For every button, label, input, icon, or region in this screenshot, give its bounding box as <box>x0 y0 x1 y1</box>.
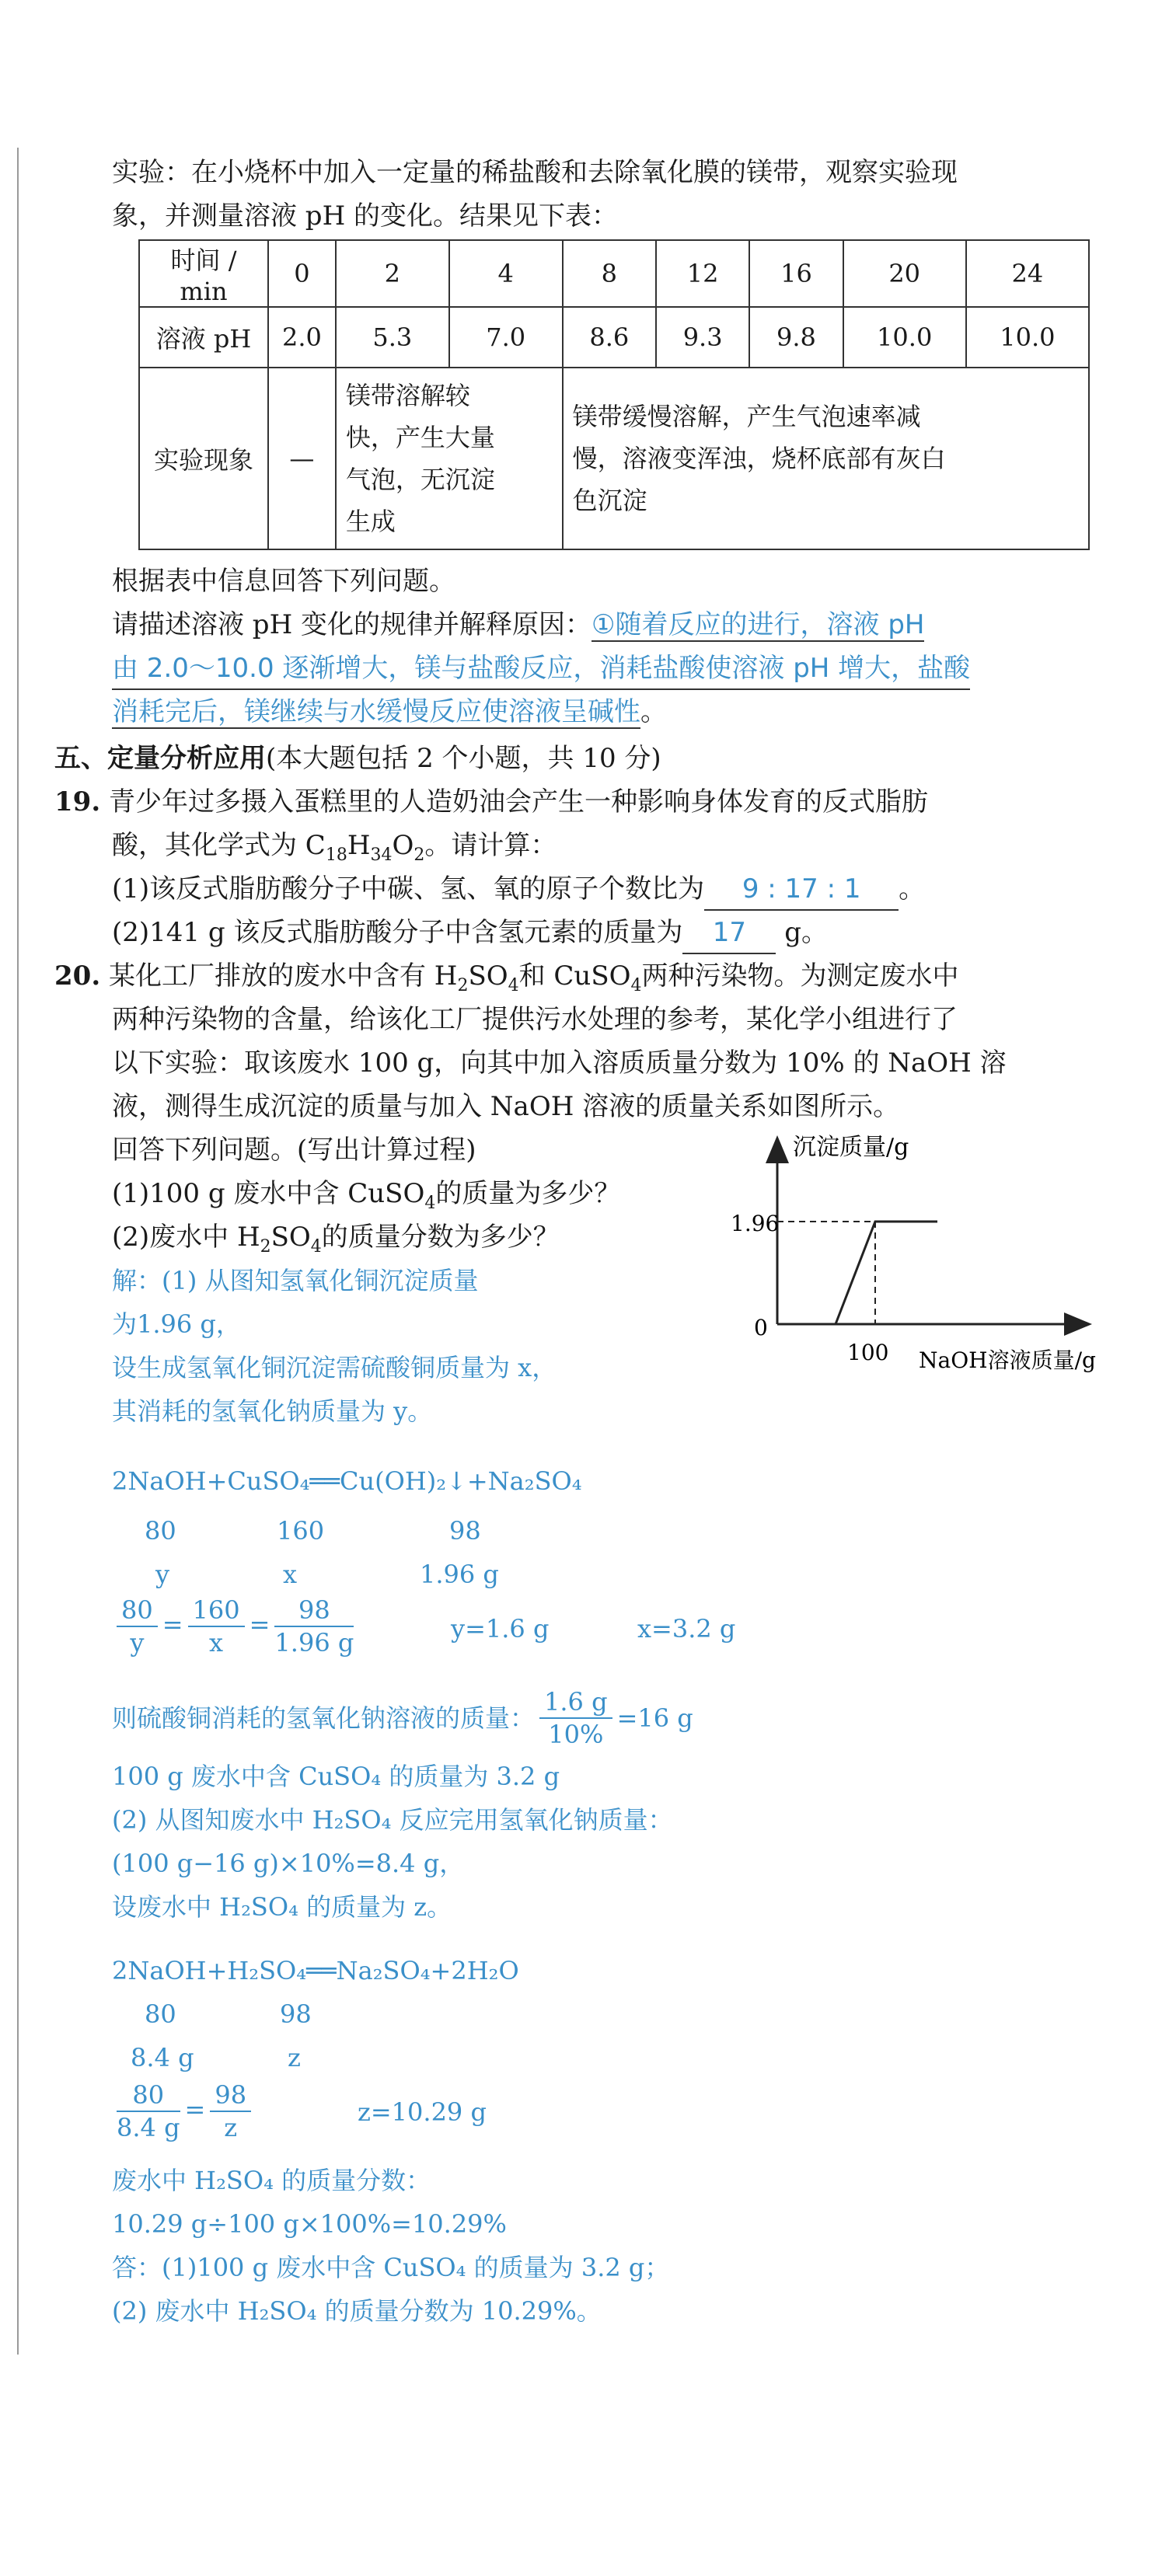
subscript: 4 <box>310 1236 322 1257</box>
phenomenon-line: 色沉淀 <box>572 486 647 515</box>
numerator: 80 <box>117 1595 158 1627</box>
result-z: z=10.29 g <box>358 2097 487 2127</box>
x-tick-label: 100 <box>847 1340 889 1365</box>
part-end: g。 <box>784 917 829 948</box>
ph-cell: 8.6 <box>563 307 656 368</box>
phenomenon-line: 慢，溶液变浑浊，烧杯底部有灰白 <box>572 444 946 473</box>
phenomenon-cell-2 <box>336 368 563 549</box>
table-row-phenomenon <box>139 368 1089 549</box>
margin-rule <box>17 148 19 2355</box>
precipitate-graph <box>731 1127 1135 1375</box>
phenomenon-cell-0: — <box>268 368 336 549</box>
ph-cell: 7.0 <box>449 307 563 368</box>
phenomenon-line: 镁带溶解较 <box>345 381 470 410</box>
denominator: 8.4 g <box>117 2113 180 2142</box>
q20-line-5: 回答下列问题。(写出计算过程) <box>112 1135 476 1166</box>
proportion-2: $\frac{80}{8.4 g}$ = $\frac{98}{z}$ <box>112 2079 256 2143</box>
answer-mass: 17 <box>682 912 776 954</box>
variable: x <box>283 1560 298 1589</box>
question-prompt <box>112 605 924 645</box>
q19-part-2 <box>112 912 828 954</box>
part-end: 。 <box>899 873 926 905</box>
time-label-cell: 时间 / min <box>139 240 268 307</box>
molar-mass: 98 <box>449 1516 481 1546</box>
final-answer-2: (2) 废水中 H₂SO₄ 的质量分数为 10.29%。 <box>112 2296 602 2326</box>
subscript: 2 <box>414 845 425 865</box>
solution-line-9: 设废水中 H₂SO₄ 的质量为 z。 <box>112 1892 452 1922</box>
q20-line-3: 以下实验：取该废水 100 g，向其中加入溶质质量分数为 10% 的 NaOH 溶 <box>112 1047 1007 1079</box>
ph-cell: 9.8 <box>749 307 843 368</box>
answer-line-3: 消耗完后，镁继续与水缓慢反应使溶液呈碱性 <box>112 696 640 727</box>
period: 。 <box>640 696 667 727</box>
solution-text: 则硫酸铜消耗的氢氧化钠溶液的质量： <box>112 1703 536 1733</box>
variable: 1.96 g <box>420 1560 499 1589</box>
molar-mass: 98 <box>280 1999 312 2029</box>
numerator: 160 <box>188 1595 245 1627</box>
q20-text: 某化工厂排放的废水中含有 H <box>108 960 458 992</box>
variable: 8.4 g <box>131 2043 194 2072</box>
formula-part: 酸，其化学式为 C <box>112 830 326 861</box>
ph-cell: 9.3 <box>656 307 749 368</box>
solution-line-5 <box>112 1686 693 1750</box>
answer-line-2: 由 2.0～10.0 逐渐增大，镁与盐酸反应，消耗盐酸使溶液 pH 增大，盐酸 <box>112 648 970 690</box>
solution-line-11: 10.29 g÷100 g×100%=10.29% <box>112 2209 507 2239</box>
numerator: 1.6 g <box>539 1686 612 1719</box>
ph-label-cell: 溶液 pH <box>139 307 268 368</box>
precipitate-curve <box>836 1222 937 1324</box>
time-cell: 20 <box>843 240 966 307</box>
phenomenon-line: 镁带缓慢溶解，产生气泡速率减 <box>572 402 921 431</box>
denominator: 10% <box>548 1720 604 1749</box>
phenomenon-label-cell: 实验现象 <box>139 368 268 549</box>
prompt-text: 请描述溶液 pH 变化的规律并解释原因： <box>112 609 592 640</box>
part-text: 的质量分数为多少？ <box>321 1222 560 1253</box>
result-y: y=1.6 g <box>451 1614 550 1644</box>
solution-line-1: 解：(1) 从图知氢氧化铜沉淀质量 <box>112 1266 479 1295</box>
table-row-ph <box>139 307 1089 368</box>
subscript: 4 <box>630 975 642 995</box>
numerator: 98 <box>210 2079 251 2112</box>
time-cell: 4 <box>449 240 563 307</box>
subscript: 18 <box>325 845 347 865</box>
q20-text: 和 CuSO <box>518 960 631 992</box>
time-cell: 24 <box>966 240 1089 307</box>
equation-2: 2NaOH+H₂SO₄══Na₂SO₄+2H₂O <box>112 1956 519 1985</box>
part-text: (2)141 g 该反式脂肪酸分子中含氢元素的质量为 <box>112 917 683 948</box>
origin-label: 0 <box>754 1315 768 1340</box>
formula-part: 。请计算： <box>424 830 557 861</box>
ph-cell: 2.0 <box>268 307 336 368</box>
q19-part-1 <box>112 869 925 911</box>
time-cell: 16 <box>749 240 843 307</box>
time-cell: 12 <box>656 240 749 307</box>
y-tick-label: 1.96 <box>731 1211 780 1236</box>
subscript: 2 <box>260 1236 271 1257</box>
solution-line-2: 为1.96 g， <box>112 1309 241 1339</box>
variable: z <box>288 2043 301 2072</box>
numerator: 98 <box>274 1595 354 1627</box>
experiment-line-1: 实验：在小烧杯中加入一定量的稀盐酸和去除氧化膜的镁带，观察实验现 <box>112 157 958 188</box>
table-row-time <box>139 240 1089 307</box>
phenomenon-cell-rest <box>563 368 1089 549</box>
phenomenon-line: 气泡，无沉淀 <box>345 465 495 494</box>
numerator: 80 <box>117 2079 180 2112</box>
denominator: 1.96 g <box>274 1628 354 1657</box>
subscript: 2 <box>457 975 469 995</box>
solution-line-8: (100 g−16 g)×10%=8.4 g， <box>112 1849 465 1878</box>
denominator: y <box>130 1628 145 1657</box>
phenomenon-line: 快，产生大量 <box>345 423 495 452</box>
denominator: z <box>224 2113 238 2142</box>
q20-text: SO <box>468 960 508 992</box>
phenomenon-line: 生成 <box>345 507 396 536</box>
part-text: (1)该反式脂肪酸分子中碳、氢、氧的原子个数比为 <box>112 873 705 905</box>
variable: y <box>155 1560 170 1589</box>
solution-line-6: 100 g 废水中含 CuSO₄ 的质量为 3.2 g <box>112 1762 560 1791</box>
molar-mass: 160 <box>277 1516 325 1546</box>
subscript: 34 <box>370 845 393 865</box>
denominator: x <box>209 1628 224 1657</box>
section-heading <box>54 738 661 779</box>
ph-cell: 10.0 <box>843 307 966 368</box>
molar-mass: 80 <box>145 1516 176 1546</box>
molar-mass: 80 <box>145 1999 176 2029</box>
time-cell: 0 <box>268 240 336 307</box>
section-note: (本大题包括 2 个小题，共 10 分) <box>266 743 661 774</box>
question-number: 19. <box>54 786 101 817</box>
solution-line-3: 设生成氢氧化铜沉淀需硫酸铜质量为 x， <box>112 1353 557 1382</box>
observation-table <box>138 239 1090 550</box>
question-intro: 根据表中信息回答下列问题。 <box>112 566 455 597</box>
y-axis-label: 沉淀质量/g <box>793 1134 909 1161</box>
formula-part: H <box>347 830 371 861</box>
x-axis-label: NaOH溶液质量/g <box>919 1347 1096 1373</box>
q20-line-2: 两种污染物的含量，给该化工厂提供污水处理的参考，某化学小组进行了 <box>112 1004 958 1035</box>
solution-line-4: 其消耗的氢氧化钠质量为 y。 <box>112 1396 433 1426</box>
q19-line-1 <box>54 782 928 822</box>
time-cell: 8 <box>563 240 656 307</box>
q19-text: 青少年过多摄入蛋糕里的人造奶油会产生一种影响身体发育的反式脂肪 <box>108 786 928 817</box>
section-title: 五、定量分析应用 <box>54 743 266 774</box>
question-number: 20. <box>54 960 101 992</box>
equation-1: 2NaOH+CuSO₄══Cu(OH)₂↓+Na₂SO₄ <box>112 1466 582 1496</box>
answer-ratio: 9 : 17 : 1 <box>704 869 899 911</box>
experiment-line-2: 象，并测量溶液 pH 的变化。结果见下表： <box>112 200 619 232</box>
result-x: x=3.2 g <box>637 1614 736 1644</box>
part-text: (2)废水中 H <box>112 1222 260 1253</box>
solution-line-7: (2) 从图知废水中 H₂SO₄ 反应完用氢氧化钠质量： <box>112 1805 673 1835</box>
subscript: 4 <box>424 1193 436 1213</box>
ph-cell: 10.0 <box>966 307 1089 368</box>
solution-line-10: 废水中 H₂SO₄ 的质量分数： <box>112 2166 431 2195</box>
proportion-1: $\frac{80}{y}$ = $\frac{160}{x}$ = $\frac{98}{1.96 g}$ <box>112 1595 358 1658</box>
formula-part: O <box>392 830 414 861</box>
subscript: 4 <box>508 975 519 995</box>
final-answer-1: 答：(1)100 g 废水中含 CuSO₄ 的质量为 3.2 g； <box>112 2253 670 2282</box>
ph-cell: 5.3 <box>336 307 449 368</box>
time-cell: 2 <box>336 240 449 307</box>
answer-line-1: ①随着反应的进行，溶液 pH <box>591 609 925 640</box>
part-text: 的质量为多少？ <box>435 1178 621 1209</box>
part-text: (1)100 g 废水中含 CuSO <box>112 1178 425 1209</box>
answer-line-3-wrap <box>112 692 667 732</box>
part-text: SO <box>270 1222 311 1253</box>
solution-text: =16 g <box>616 1703 693 1733</box>
q20-text: 两种污染物。为测定废水中 <box>641 960 959 992</box>
q20-line-4: 液，测得生成沉淀的质量与加入 NaOH 溶液的质量关系如图所示。 <box>112 1091 900 1122</box>
